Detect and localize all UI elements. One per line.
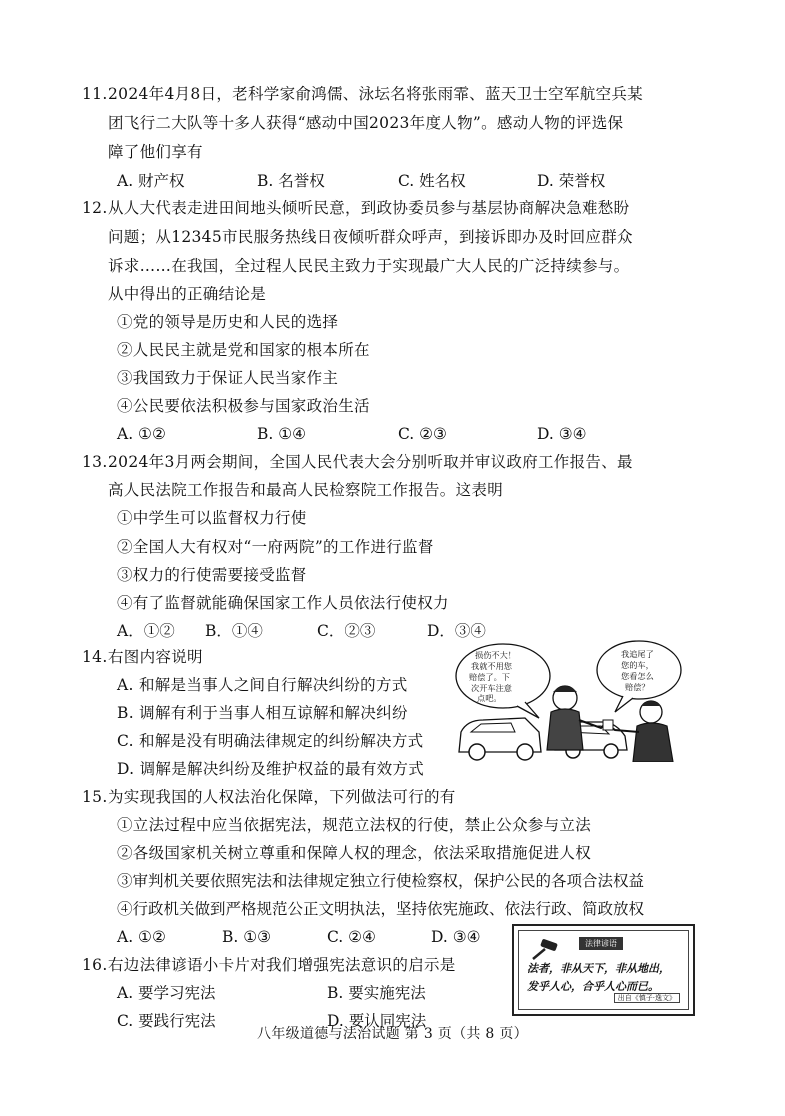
card-inner-border (518, 930, 689, 1010)
q16-line-1: 16.右边法律谚语小卡片对我们增强宪法意识的启示是 (82, 956, 456, 974)
right-bubble-line-1: 我追尾了 (621, 649, 654, 659)
q15-statement-3: ③审判机关要依照宪法和法律规定独立行使检察权，保护公民的各项合法权益 (117, 872, 645, 890)
q13-line-2: 高人民法院工作报告和最高人民检察院工作报告。这表明 (108, 481, 504, 499)
q13-statement-3: ③权力的行使需要接受监督 (117, 566, 307, 584)
q11-line-2: 团飞行二大队等十多人获得“感动中国2023年度人物”。感动人物的评选保 (108, 114, 624, 132)
q11-line-1: 11.2024年4月8日，老科学家俞鸿儒、泳坛名将张雨霏、蓝天卫士空军航空兵某 (82, 85, 643, 103)
q12-statement-3: ③我国致力于保证人民当家作主 (117, 369, 339, 387)
q12-option-b[interactable]: B. ①④ (257, 425, 307, 443)
q14-option-a[interactable]: A. 和解是当事人之间自行解决纠纷的方式 (117, 676, 408, 694)
q15-option-c[interactable]: C. ②④ (327, 928, 376, 946)
left-bubble-line-2: 我就不用您 (471, 661, 512, 671)
card-proverb-line-1: 法者，非从天下，非从地出， (527, 962, 670, 975)
q11-option-c[interactable]: C. 姓名权 (398, 172, 466, 190)
q16-option-c[interactable]: C. 要践行宪法 (117, 1012, 216, 1030)
q15-statement-2: ②各级国家机关树立尊重和保障人权的理念，依法采取措施促进人权 (117, 844, 592, 862)
q11-option-a[interactable]: A. 财产权 (117, 172, 185, 190)
car-left-icon (459, 718, 541, 760)
q14-number: 14. (82, 648, 108, 666)
q12-option-d[interactable]: D. ③④ (537, 425, 587, 443)
q15-number: 15. (82, 788, 108, 806)
q12-line-2: 问题；从12345市民服务热线日夜倾听群众呼声，到接诉即办及时回应群众 (108, 228, 633, 246)
q15-statement-1: ①立法过程中应当依据宪法，规范立法权的行使，禁止公众参与立法 (117, 816, 592, 834)
q14-option-d[interactable]: D. 调解是解决纠纷及维护权益的最有效方式 (117, 760, 425, 778)
q14-option-b[interactable]: B. 调解有利于当事人相互谅解和解决纠纷 (117, 704, 408, 722)
left-bubble-line-3: 赔偿了。下 (469, 672, 510, 682)
q11-line-3: 障了他们享有 (108, 143, 203, 161)
q15-option-d[interactable]: D. ③④ (431, 928, 481, 946)
q11-number: 11. (82, 85, 108, 103)
left-bubble-line-4: 次开车注意 (471, 683, 512, 693)
right-bubble-line-2: 您的车， (621, 660, 654, 670)
q12-line-1: 12.从人大代表走进田间地头倾听民意，到政协委员参与基层协商解决急难愁盼 (82, 199, 630, 217)
q13-option-c[interactable]: C．②③ (317, 622, 376, 640)
q15-option-a[interactable]: A. ①② (117, 928, 166, 946)
q12-option-c[interactable]: C. ②③ (398, 425, 447, 443)
q12-statement-2: ②人民民主就是党和国家的根本所在 (117, 341, 370, 359)
left-bubble-line-1: 损伤不大！ (475, 650, 516, 660)
q14-option-c[interactable]: C. 和解是没有明确法律规定的纠纷解决方式 (117, 732, 424, 750)
q11-option-d[interactable]: D. 荣誉权 (537, 172, 606, 190)
q12-option-a[interactable]: A. ①② (117, 425, 166, 443)
q15-option-b[interactable]: B. ①③ (222, 928, 272, 946)
page-footer: 八年级道德与法治试题 第 3 页（共 8 页） (257, 1026, 528, 1042)
q13-statement-1: ①中学生可以监督权力行使 (117, 509, 307, 527)
legal-proverb-card (512, 924, 695, 1016)
q16-option-b[interactable]: B. 要实施宪法 (327, 984, 426, 1002)
q13-option-a[interactable]: A．①② (117, 622, 175, 640)
q13-option-b[interactable]: B．①④ (205, 622, 263, 640)
left-bubble-line-5: 点吧。 (477, 693, 502, 703)
q15-line-1: 15.为实现我国的人权法治化保障，下列做法可行的有 (82, 788, 456, 806)
right-bubble-line-4: 赔偿？ (625, 682, 650, 692)
q12-statement-1: ①党的领导是历史和人民的选择 (117, 313, 339, 331)
q13-line-1: 13.2024年3月两会期间，全国人民代表大会分别听取并审议政府工作报告、最 (82, 453, 633, 471)
card-proverb-line-2: 发乎人心，合乎人心而已。 (527, 980, 659, 993)
q16-option-a[interactable]: A. 要学习宪法 (117, 984, 216, 1002)
q12-line-3: 诉求……在我国，全过程人民民主致力于实现最广大人民的广泛持续参与。 (108, 257, 630, 275)
q14-cartoon (455, 640, 687, 762)
card-source: 出自《慎子·逸文》 (614, 993, 680, 1003)
q16-option-d[interactable]: D. 要认同宪法 (327, 1012, 427, 1030)
right-bubble-line-3: 您看怎么 (621, 671, 654, 681)
gavel-icon (527, 939, 565, 961)
q13-statement-2: ②全国人大有权对“一府两院”的工作进行监督 (117, 538, 434, 556)
q13-statement-4: ④有了监督就能确保国家工作人员依法行使权力 (117, 594, 449, 612)
q13-option-d[interactable]: D．③④ (427, 622, 486, 640)
q16-number: 16. (82, 956, 108, 974)
q15-statement-4: ④行政机关做到严格规范公正文明执法，坚持依宪施政、依法行政、简政放权 (117, 900, 645, 918)
q12-line-4: 从中得出的正确结论是 (108, 285, 267, 303)
q14-line-1: 14.右图内容说明 (82, 648, 203, 666)
q13-number: 13. (82, 453, 108, 471)
q12-statement-4: ④公民要依法积极参与国家政治生活 (117, 397, 370, 415)
q11-option-b[interactable]: B. 名誉权 (257, 172, 325, 190)
card-tag: 法律谚语 (579, 937, 623, 950)
q12-number: 12. (82, 199, 108, 217)
